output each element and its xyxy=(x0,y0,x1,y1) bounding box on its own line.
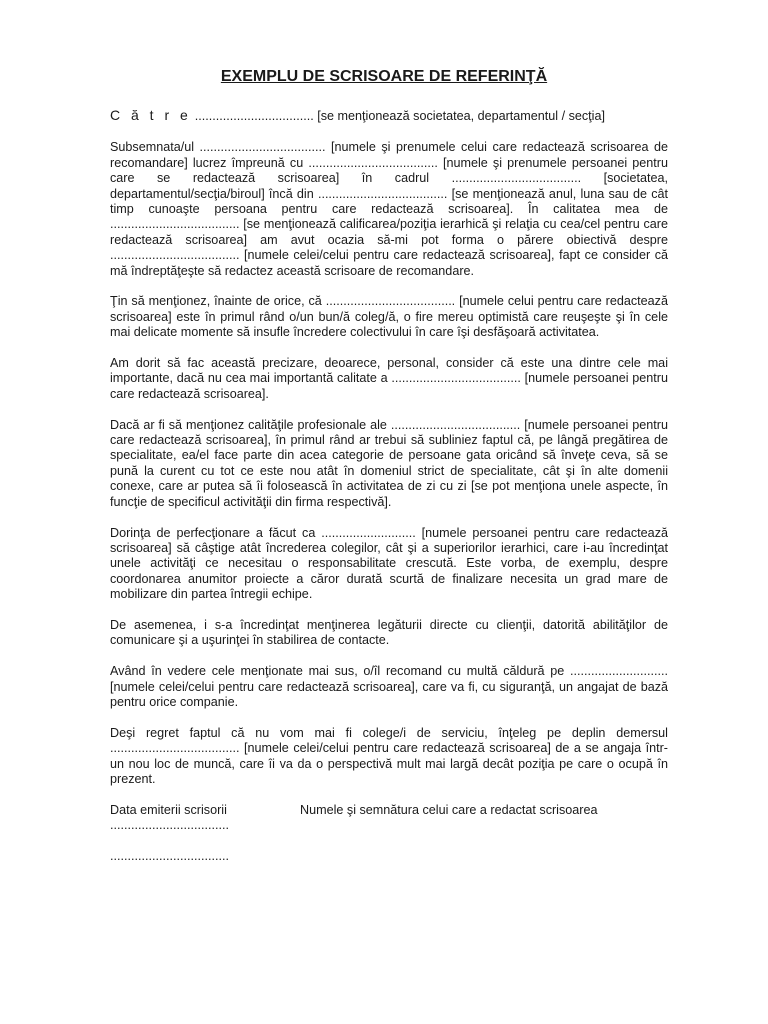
addressee-line xyxy=(110,108,668,124)
paragraph-intro: Subsemnata/ul .................................... [numele şi prenumele celui care redactează scrisoarea de recomandare] lucrez împreună cu ..................................... [numele şi prenumele persoanei pentru care se redactează scrisoarea] în cadrul ..................................... [societatea, departamentul/secţia/biroul] încă din ..................................... [se menţionează anul, luna sau de cât timp cunoaşte persoana pentru care redactează scrisoarea]. În calitatea mea de ..................................... [se menţionează calificarea/poziţia ierarhică şi relaţia cu cea/cel pentru care redactează scrisoarea] am avut ocazia să-mi pot forma o părere obiectivă despre ..................................... [numele celei/celui pentru care redactează scrisoarea], fapt ce consider că mă îndreptăţeşte să redactez această scrisoare de recomandare. xyxy=(110,140,668,278)
paragraph-improvement: Dorinţa de perfecţionare a făcut ca ........................... [numele persoanei pentru care redactează scrisoarea] să câştige atât încrederea colegilor, cât şi a superiorilor ierarhici, care i-au încredinţat unele activităţi ce necesitau o responsabilitate crescută. Este vorba, de exemplu, despre coordonarea anumitor proiecte a căror durată scurtă de finalizare necesita un grad mare de mobilizare din partea întregii echipe. xyxy=(110,525,668,602)
letter-body xyxy=(110,108,668,880)
document-title: EXEMPLU DE SCRISOARE DE REFERINŢĂ xyxy=(220,68,548,85)
paragraph-precision: Am dorit să fac această precizare, deoarece, personal, consider că este una dintre cele mai importante, dacă nu cea mai importantă calitate a ..................................... [numele persoanei pentru care redactează scrisoarea]. xyxy=(110,356,668,401)
paragraph-professional: Dacă ar fi să menţionez calităţile profesionale ale ..................................... [numele persoanei pentru care redactează scrisoarea], în primul rând ar trebui să subliniez faptul că, pe lângă pregătirea de specialitate, ea/el face parte din acea categorie de persoane gata oricând să înveţe ceva, să se pună la curent cu tot ce este nou atât în domeniul strict de specialitate, cât şi în alte domenii conexe, care ar putea să îi folosească în activitatea de zi cu zi [se pot menţiona unele aspecte, în funcţie de specificul activităţii din firma respectivă]. xyxy=(110,417,668,509)
paragraph-clients: De asemenea, i s-a încredinţat menţinerea legăturii directe cu clienţii, datorită abilităţilor de comunicare şi a uşurinţei în stabilirea de contacte. xyxy=(110,617,668,648)
paragraph-closing: Deşi regret faptul că nu vom mai fi colege/i de serviciu, înţeleg pe deplin demersul ..................................... [numele celei/celui pentru care redactează scrisoarea] de a se angaja într-un nou loc de muncă, care îi va da o perspectivă mult mai largă decât poziţia pe care o ocupă în prezent. xyxy=(110,725,668,786)
date-label: Data emiterii scrisorii xyxy=(110,802,227,817)
addressee-word: C ă t r e xyxy=(110,107,192,123)
signature-label: Numele şi semnătura celui care a redactat scrisoarea xyxy=(300,802,598,817)
paragraph-character: Ţin să menţionez, înainte de orice, că ..................................... [numele celui pentru care redactează scrisoarea] este în primul rând o/un bun/ă coleg/ă, o fire mereu optimistă care reuşeşte şi în cele mai delicate momente să insufle încredere colectivului în care îşi desfăşoară activitatea. xyxy=(110,294,668,340)
addressee-placeholder: .................................. [se menţionează societatea, departamentul / secţia] xyxy=(191,109,605,123)
paragraph-recommendation: Având în vedere cele menţionate mai sus, o/îl recomand cu multă căldură pe ............................ [numele celei/celui pentru care redactează scrisoarea], care va fi, cu siguranţă, un angajat de bază pentru orice companie. xyxy=(110,664,668,709)
signature-dots: .................................. xyxy=(110,848,229,863)
date-dots: .................................. xyxy=(110,818,229,833)
signature-row xyxy=(110,803,668,818)
